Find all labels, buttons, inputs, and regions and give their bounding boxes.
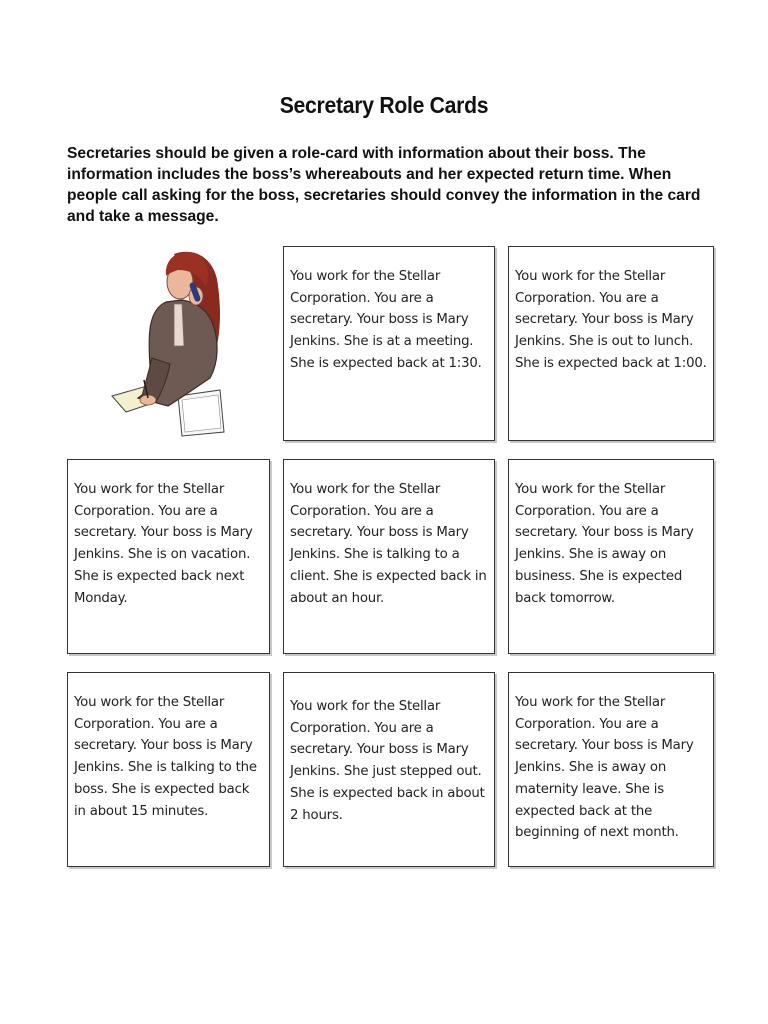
role-card: You work for the Stellar Corporation. You are a secretary. Your boss is Mary Jenkins. She is on vacation. She is expected back next Monday. (67, 459, 270, 654)
intro-paragraph: Secretaries should be given a role-card with information about their boss. The information includes the boss’s whereabouts and her expected return time. When people call asking for the boss, secretaries should convey the information in the card and take a message. (67, 145, 701, 225)
role-card: You work for the Stellar Corporation. You are a secretary. Your boss is Mary Jenkins. She is at a meeting. She is expected back at 1:30. (283, 246, 495, 441)
role-card: You work for the Stellar Corporation. You are a secretary. Your boss is Mary Jenkins. She is away on business. She is expected back tomorrow. (508, 459, 714, 654)
role-card: You work for the Stellar Corporation. You are a secretary. Your boss is Mary Jenkins. She is out to lunch. She is expected back at 1:00. (508, 246, 714, 441)
page-title: Secretary Role Cards (279, 92, 489, 118)
role-card: You work for the Stellar Corporation. You are a secretary. Your boss is Mary Jenkins. She is talking to the boss. She is expected back in about 15 minutes. (67, 672, 270, 867)
secretary-on-phone-illustration (108, 246, 228, 440)
role-card: You work for the Stellar Corporation. You are a secretary. Your boss is Mary Jenkins. She just stepped out. She is expected back in about 2 hours. (283, 672, 495, 867)
role-card: You work for the Stellar Corporation. You are a secretary. Your boss is Mary Jenkins. She is away on maternity leave. She is expected back at the beginning of next month. (508, 672, 714, 867)
role-card: You work for the Stellar Corporation. You are a secretary. Your boss is Mary Jenkins. She is talking to a client. She is expected back in about an hour. (283, 459, 495, 654)
